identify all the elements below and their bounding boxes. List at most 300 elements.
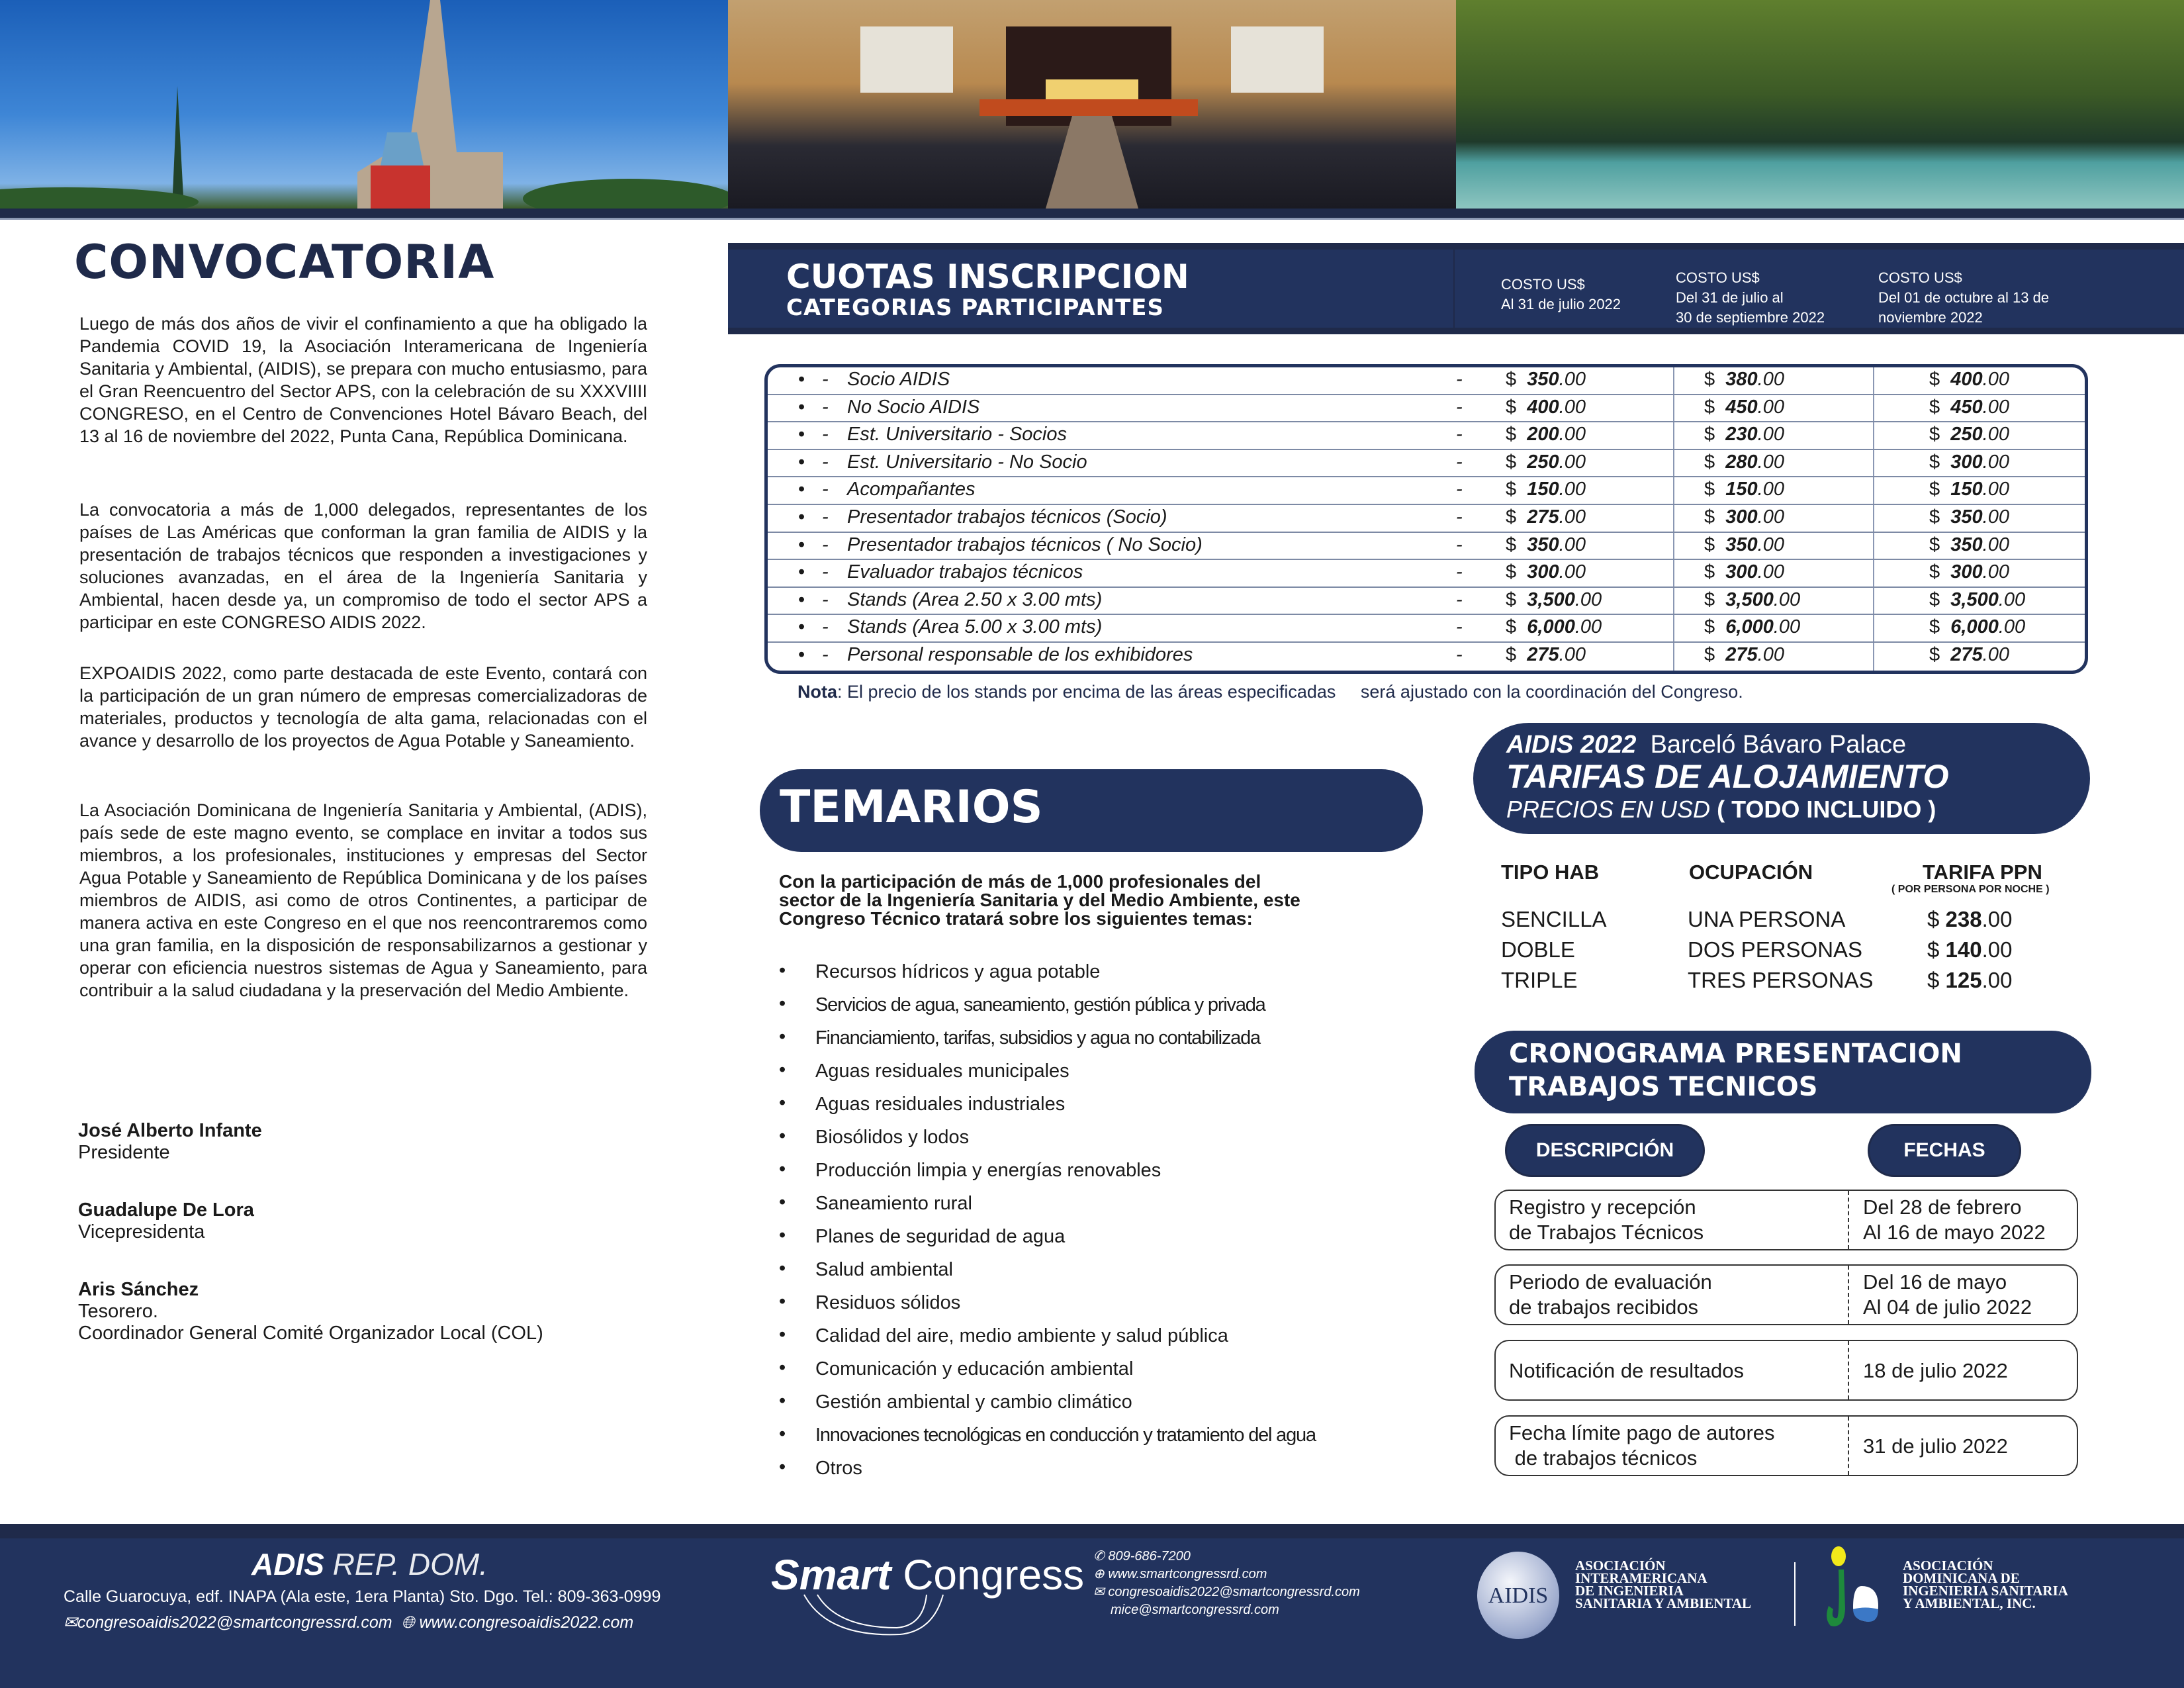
price-whole: 150 xyxy=(1527,479,1559,500)
price-cents: .00 xyxy=(1982,506,2009,528)
fee-category: Stands (Area 2.50 x 3.00 mts) xyxy=(847,588,1103,610)
dash: - xyxy=(822,369,829,390)
currency: $ xyxy=(1506,369,1517,390)
fee-row xyxy=(768,422,2085,450)
fee-price xyxy=(1506,589,1602,611)
currency: $ xyxy=(1704,396,1715,418)
price-cents: .00 xyxy=(1559,561,1586,583)
bullet: • xyxy=(779,1192,786,1213)
footer xyxy=(0,1524,2184,1688)
note-text: : El precio de los stands por encima de las áreas especificadas será ajustado con la coordinación del Congreso. xyxy=(837,682,1743,702)
bullet: • xyxy=(779,1456,786,1477)
rate-cents: .00 xyxy=(1981,968,2013,992)
currency: $ xyxy=(1704,561,1715,583)
price-whole: 6,000 xyxy=(1950,616,1999,638)
cronograma-desc xyxy=(1509,1421,1775,1471)
price-whole: 300 xyxy=(1950,561,1983,583)
price-whole: 3,500 xyxy=(1725,588,1774,610)
price-cents: .00 xyxy=(1998,588,2026,610)
price-cents: .00 xyxy=(1574,588,1602,610)
currency: $ xyxy=(1506,588,1517,610)
price-whole: 450 xyxy=(1725,396,1758,418)
temario-text: Innovaciones tecnológicas en conducción y tratamiento del agua xyxy=(815,1425,1316,1446)
price-whole: 275 xyxy=(1725,644,1758,665)
hotel-rate xyxy=(1927,907,2012,932)
currency: $ xyxy=(1927,937,1940,962)
price-whole: 380 xyxy=(1725,369,1758,390)
bullet: • xyxy=(779,960,786,981)
bullet: • xyxy=(779,1225,786,1246)
currency: $ xyxy=(1929,451,1940,473)
currency: $ xyxy=(1929,506,1940,528)
currency: $ xyxy=(1704,588,1715,610)
currency: $ xyxy=(1506,506,1517,528)
fee-row xyxy=(768,505,2085,533)
hotel-occupancy xyxy=(1688,937,1862,962)
room-type: SENCILLA xyxy=(1501,907,1607,931)
temario-text: Salud ambiental xyxy=(815,1259,953,1280)
price-cents: .00 xyxy=(1982,424,2009,445)
hotel-venue-line xyxy=(1506,731,1906,759)
currency: $ xyxy=(1929,479,1940,500)
dash: - xyxy=(1456,396,1463,418)
hotel-room-type xyxy=(1501,968,1578,993)
fee-price xyxy=(1704,451,1784,473)
dashed-divider xyxy=(1848,1191,1849,1249)
email-icon: ✉ xyxy=(1093,1585,1105,1599)
price-whole: 450 xyxy=(1950,396,1983,418)
hotel-ppn-note: ( POR PERSONA POR NOCHE ) xyxy=(1891,884,2050,895)
fee-category: Personal responsable de los exhibidores xyxy=(847,644,1193,665)
temario-text: Planes de seguridad de agua xyxy=(815,1226,1066,1247)
column-header-line: noviembre 2022 xyxy=(1878,309,1983,326)
top-divider-bar xyxy=(0,209,2184,220)
fee-category: Socio AIDIS xyxy=(847,369,950,390)
desc-line: Notificación de resultados xyxy=(1509,1359,1744,1382)
convocatoria-paragraph-4: La Asociación Dominicana de Ingeniería Sanitaria y Ambiental, (ADIS), país sede de este magno evento, se complace en invitar a todos sus miembros, a los profesionales, instituciones y empresas del Sector Agua Potable y Saneamiento de República Dominicana y de los países miembros de AIDIS, asi como de otros Continentes, a participar de manera activa en este Congreso en el que nos reencontraremos como una gran familia, en la disposición de responsabilizarnos a gestionar y operar con eficiencia nuestros sistemas de Agua y Saneamiento, para contribuir a la salud ciudadana y la preservación del Medio Ambiente. xyxy=(79,800,647,1000)
adis-logo-text xyxy=(251,1546,488,1582)
hotel-rate xyxy=(1927,937,2012,962)
signatory-role: Presidente xyxy=(78,1142,170,1163)
globe-icon: 🌐︎ xyxy=(401,1613,415,1632)
fee-price xyxy=(1929,397,2009,418)
intro-line: Con la participación de más de 1,000 profesionales del xyxy=(779,871,1261,892)
currency: $ xyxy=(1929,534,1940,555)
fee-price xyxy=(1704,424,1784,445)
cronograma-date xyxy=(1863,1270,2032,1320)
currency: $ xyxy=(1704,479,1715,500)
temario-text: Producción limpia y energías renovables xyxy=(815,1160,1161,1181)
price-whole: 300 xyxy=(1725,561,1758,583)
fee-price xyxy=(1704,479,1784,500)
cronograma-desc xyxy=(1509,1358,1744,1383)
desc-line: Registro y recepción xyxy=(1509,1196,1696,1219)
smart-bold: Smart xyxy=(771,1551,891,1599)
price-cents: .00 xyxy=(1773,588,1801,610)
cronograma-desc xyxy=(1509,1195,1704,1245)
fee-price xyxy=(1704,589,1800,611)
signatory-1 xyxy=(78,1120,262,1164)
cronograma-row xyxy=(1494,1415,2078,1476)
date-line: Al 04 de julio 2022 xyxy=(1863,1295,2032,1319)
price-whole: 275 xyxy=(1527,506,1559,528)
aidis-name-line: SANITARIA Y AMBIENTAL xyxy=(1575,1595,1752,1611)
price-cents: .00 xyxy=(1982,561,2009,583)
price-cents: .00 xyxy=(1757,424,1784,445)
prices-in: PRECIOS EN USD xyxy=(1506,796,1711,823)
signatory-role: Vicepresidenta xyxy=(78,1221,205,1243)
date-line: 18 de julio 2022 xyxy=(1863,1359,2008,1382)
fee-row xyxy=(768,643,2085,671)
cuotas-title: CUOTAS INSCRIPCION xyxy=(786,258,1189,296)
rate-cents: .00 xyxy=(1981,937,2013,962)
room-type: DOBLE xyxy=(1501,937,1575,962)
price-whole: 350 xyxy=(1725,534,1758,555)
hotel-occupancy xyxy=(1688,907,1845,932)
hotel-event: AIDIS 2022 xyxy=(1506,731,1637,759)
dash: - xyxy=(1456,534,1463,555)
column-header-line: COSTO US$ xyxy=(1501,276,1585,293)
hotel-col-occupancy: OCUPACIÓN xyxy=(1689,861,1813,884)
fee-category: Presentador trabajos técnicos ( No Socio) xyxy=(847,534,1203,555)
fee-price xyxy=(1506,506,1586,528)
adis-logo-icon xyxy=(1825,1546,1891,1632)
bullet: • xyxy=(779,1026,786,1047)
cronograma-title-1: CRONOGRAMA PRESENTACION xyxy=(1509,1039,1962,1069)
currency: $ xyxy=(1929,424,1940,445)
bullet: • xyxy=(798,424,805,445)
price-whole: 350 xyxy=(1950,506,1983,528)
price-cents: .00 xyxy=(1757,369,1784,390)
signatory-2 xyxy=(78,1199,254,1243)
bullet: • xyxy=(798,561,805,583)
price-cents: .00 xyxy=(1757,506,1784,528)
price-cents: .00 xyxy=(1982,396,2009,418)
currency: $ xyxy=(1704,369,1715,390)
room-type: TRIPLE xyxy=(1501,968,1578,992)
cronograma-row xyxy=(1494,1340,2078,1401)
fee-category: No Socio AIDIS xyxy=(847,396,980,418)
fee-row xyxy=(768,450,2085,478)
occupancy: UNA PERSONA xyxy=(1688,907,1846,931)
currency: $ xyxy=(1506,396,1517,418)
bullet: • xyxy=(779,1390,786,1411)
fee-table xyxy=(764,364,2088,674)
adis-website[interactable]: www.congresoaidis2022.com xyxy=(419,1613,634,1632)
column-header-line: COSTO US$ xyxy=(1676,269,1760,286)
temario-text: Comunicación y educación ambiental xyxy=(815,1358,1134,1380)
currency: $ xyxy=(1929,396,1940,418)
fee-price xyxy=(1929,479,2009,500)
desc-line: de Trabajos Técnicos xyxy=(1509,1221,1704,1244)
aidis-globe-logo xyxy=(1477,1552,1559,1639)
fee-price xyxy=(1929,534,2009,556)
all-inclusive: ( TODO INCLUIDO ) xyxy=(1717,796,1936,823)
bullet: • xyxy=(798,534,805,555)
currency: $ xyxy=(1927,907,1940,931)
price-cents: .00 xyxy=(1559,396,1586,418)
fee-price xyxy=(1704,616,1800,638)
fee-row xyxy=(768,533,2085,561)
column-header-1 xyxy=(1501,275,1621,314)
signatory-name: Guadalupe De Lora xyxy=(78,1199,254,1221)
photo-auditorium xyxy=(728,0,1456,209)
currency: $ xyxy=(1506,451,1517,473)
price-cents: .00 xyxy=(1559,479,1586,500)
bullet: • xyxy=(798,396,805,418)
dash: - xyxy=(822,561,829,583)
signatory-role-2: Coordinador General Comité Organizador Local (COL) xyxy=(78,1323,543,1344)
bullet: • xyxy=(798,644,805,665)
adis-name-line: Y AMBIENTAL, INC. xyxy=(1903,1595,2036,1611)
basilica-illustration xyxy=(0,0,728,209)
bullet: • xyxy=(779,1092,786,1113)
price-whole: 350 xyxy=(1527,369,1559,390)
currency: $ xyxy=(1704,424,1715,445)
currency: $ xyxy=(1704,506,1715,528)
price-cents: .00 xyxy=(1773,616,1801,638)
price-cents: .00 xyxy=(1757,644,1784,665)
currency: $ xyxy=(1704,451,1715,473)
price-whole: 230 xyxy=(1725,424,1758,445)
temario-text: Residuos sólidos xyxy=(815,1292,961,1313)
column-header-line: Del 01 de octubre al 13 de xyxy=(1878,289,2050,306)
currency: $ xyxy=(1704,644,1715,665)
fee-price xyxy=(1704,534,1784,556)
fee-price xyxy=(1704,397,1784,418)
aidis-name-line: DE INGENIERIA xyxy=(1575,1583,1684,1599)
dashed-divider xyxy=(1848,1341,1849,1399)
currency: $ xyxy=(1506,479,1517,500)
bullet: • xyxy=(798,588,805,610)
aidis-name xyxy=(1575,1560,1751,1610)
temario-text: Otros xyxy=(815,1458,862,1479)
fee-price xyxy=(1506,397,1586,418)
currency: $ xyxy=(1929,588,1940,610)
photo-basilica xyxy=(0,0,728,209)
dash: - xyxy=(1456,479,1463,500)
cronograma-row xyxy=(1494,1264,2078,1325)
price-whole: 275 xyxy=(1950,644,1983,665)
price-cents: .00 xyxy=(1982,369,2009,390)
aidis-name-line: INTERAMERICANA xyxy=(1575,1570,1707,1586)
price-cents: .00 xyxy=(1998,616,2026,638)
sc-email-1[interactable]: congresoaidis2022@smartcongressrd.com xyxy=(1108,1585,1360,1599)
fee-price xyxy=(1506,534,1586,556)
price-whole: 6,000 xyxy=(1527,616,1575,638)
currency: $ xyxy=(1929,561,1940,583)
adis-name-line: DOMINICANA DE xyxy=(1903,1570,2020,1586)
fee-category: Evaluador trabajos técnicos xyxy=(847,561,1083,583)
temario-text: Biosólidos y lodos xyxy=(815,1127,970,1148)
fee-price xyxy=(1704,561,1784,583)
price-cents: .00 xyxy=(1982,534,2009,555)
convocatoria-title: CONVOCATORIA xyxy=(74,235,495,289)
dash: - xyxy=(822,588,829,610)
temario-text: Financiamiento, tarifas, subsidios y agua no contabilizada xyxy=(815,1027,1260,1049)
cronograma-date xyxy=(1863,1195,2046,1245)
temario-text: Saneamiento rural xyxy=(815,1193,972,1214)
bullet: • xyxy=(798,479,805,500)
cronograma-title-2: TRABAJOS TECNICOS xyxy=(1509,1072,1818,1102)
adis-light: REP. DOM. xyxy=(332,1547,488,1581)
hotel-header xyxy=(1473,723,2090,834)
aidis-logo-text: AIDIS xyxy=(1488,1583,1549,1608)
price-whole: 350 xyxy=(1527,534,1559,555)
bullet: • xyxy=(779,1158,786,1180)
cronograma-desc xyxy=(1509,1270,1712,1320)
rate-cents: .00 xyxy=(1981,907,2013,931)
dash: - xyxy=(1456,506,1463,528)
price-whole: 275 xyxy=(1527,644,1559,665)
price-whole: 400 xyxy=(1950,369,1983,390)
cronograma-date xyxy=(1863,1434,2008,1459)
price-cents: .00 xyxy=(1559,644,1586,665)
temario-text: Recursos hídricos y agua potable xyxy=(815,961,1101,982)
desc-line: de trabajos técnicos xyxy=(1509,1446,1698,1470)
column-header-3 xyxy=(1878,268,2049,328)
price-cents: .00 xyxy=(1757,561,1784,583)
column-header-line: COSTO US$ xyxy=(1878,269,1962,286)
convocatoria-paragraph-2: La convocatoria a más de 1,000 delegados, representantes de los países de Las Américas que conforman la gran familia de AIDIS y la presentación de trabajos técnicos que responden a investigaciones y soluciones avanzadas, en el área de la Ingeniería Sanitaria y Ambiental, hacen desde ya, un compromiso de todo el sector APS a participar en este CONGRESO AIDIS 2022. xyxy=(79,500,647,632)
currency: $ xyxy=(1704,616,1715,638)
cronograma-header xyxy=(1475,1031,2091,1113)
dashed-divider xyxy=(1848,1417,1849,1475)
smart-congress-swoosh xyxy=(801,1591,960,1644)
dash: - xyxy=(1456,451,1463,473)
price-whole: 200 xyxy=(1527,424,1559,445)
currency: $ xyxy=(1929,616,1940,638)
price-whole: 300 xyxy=(1725,506,1758,528)
fee-price xyxy=(1929,561,2009,583)
dash: - xyxy=(1456,561,1463,583)
fee-price xyxy=(1704,644,1784,666)
fee-price xyxy=(1929,616,2025,638)
rate-whole: 125 xyxy=(1945,968,1982,992)
bullet: • xyxy=(779,1258,786,1279)
currency: $ xyxy=(1929,369,1940,390)
price-cents: .00 xyxy=(1757,534,1784,555)
bullet: • xyxy=(779,1125,786,1147)
dash: - xyxy=(822,616,829,638)
temario-text: Aguas residuales industriales xyxy=(815,1094,1066,1115)
adis-address: Calle Guarocuya, edf. INAPA (Ala este, 1era Planta) Sto. Dgo. Tel.: 809-363-0999 xyxy=(64,1587,661,1606)
column-header-2 xyxy=(1676,268,1825,328)
fee-price xyxy=(1506,644,1586,666)
dash: - xyxy=(822,479,829,500)
dash: - xyxy=(1456,588,1463,610)
fee-category: Est. Universitario - Socios xyxy=(847,424,1067,445)
column-header-line: Del 31 de julio al xyxy=(1676,289,1784,306)
desc-line: de trabajos recibidos xyxy=(1509,1295,1699,1319)
adis-name-line: ASOCIACIÓN xyxy=(1903,1558,1993,1573)
fee-price xyxy=(1704,369,1784,391)
bullet: • xyxy=(798,616,805,638)
smart-congress-contacts xyxy=(1093,1548,1360,1619)
desc-line: Periodo de evaluación xyxy=(1509,1270,1712,1293)
currency: $ xyxy=(1506,644,1517,665)
date-line: Del 28 de febrero xyxy=(1863,1196,2022,1219)
column-header-line: 30 de septiembre 2022 xyxy=(1676,309,1825,326)
adis-name xyxy=(1903,1560,2068,1610)
sc-phone[interactable]: 809-686-7200 xyxy=(1108,1549,1191,1564)
adis-email[interactable]: congresoaidis2022@smartcongressrd.com xyxy=(77,1613,392,1632)
date-line: Del 16 de mayo xyxy=(1863,1270,2007,1293)
price-whole: 350 xyxy=(1950,534,1983,555)
currency: $ xyxy=(1927,968,1940,992)
price-cents: .00 xyxy=(1559,506,1586,528)
price-cents: .00 xyxy=(1559,534,1586,555)
bullet: • xyxy=(798,451,805,473)
fee-price xyxy=(1929,424,2009,445)
price-whole: 300 xyxy=(1950,451,1983,473)
price-whole: 400 xyxy=(1527,396,1559,418)
convocatoria-paragraph-1: Luego de más dos años de vivir el confinamiento a que ha obligado la Pandemia COVID 19, la Asociación Interamericana de Ingeniería Sanitaria y Ambiental, (AIDIS), se prepara con mucho entusiasmo, para el Gran Reencuentro del Sector APS, con la celebración de su XXXVIIII CONGRESO, en el Centro de Convenciones Hotel Bávaro Beach, del 13 al 16 de noviembre del 2022, Punta Cana, República Dominicana. xyxy=(79,314,647,446)
currency: $ xyxy=(1506,561,1517,583)
photo-mangroves xyxy=(1456,0,2184,209)
intro-line: sector de la Ingeniería Sanitaria y del Medio Ambiente, este xyxy=(779,890,1300,910)
fee-category: Acompañantes xyxy=(847,479,976,500)
header-divider xyxy=(1453,250,1455,328)
price-cents: .00 xyxy=(1757,479,1784,500)
price-whole: 280 xyxy=(1725,451,1758,473)
smart-light: Congress xyxy=(903,1551,1085,1599)
logo-divider xyxy=(1794,1562,1796,1626)
dashed-divider xyxy=(1848,1266,1849,1324)
intro-line: Congreso Técnico tratará sobre los siguientes temas: xyxy=(779,908,1253,929)
price-cents: .00 xyxy=(1574,616,1602,638)
fee-row xyxy=(768,615,2085,643)
dash: - xyxy=(1456,369,1463,390)
fee-note xyxy=(797,682,1743,702)
note-label: Nota xyxy=(797,682,837,702)
cronograma-row xyxy=(1494,1190,2078,1250)
fee-price xyxy=(1929,451,2009,473)
hotel-room-type xyxy=(1501,937,1575,962)
bullet: • xyxy=(779,993,786,1014)
occupancy: TRES PERSONAS xyxy=(1688,968,1874,992)
price-whole: 150 xyxy=(1725,479,1758,500)
fee-row xyxy=(768,588,2085,616)
currency: $ xyxy=(1506,534,1517,555)
dash: - xyxy=(822,396,829,418)
price-cents: .00 xyxy=(1559,424,1586,445)
globe-icon: ⊕ xyxy=(1093,1567,1105,1581)
adis-bold: ADIS xyxy=(251,1547,324,1581)
dash: - xyxy=(822,506,829,528)
occupancy: DOS PERSONAS xyxy=(1688,937,1863,962)
fee-price xyxy=(1506,616,1602,638)
dash: - xyxy=(822,424,829,445)
price-whole: 250 xyxy=(1950,424,1983,445)
cronograma-date xyxy=(1863,1358,2008,1383)
desc-line: Fecha límite pago de autores xyxy=(1509,1421,1775,1444)
cuotas-header xyxy=(728,243,2184,334)
signatory-role: Tesorero. xyxy=(78,1301,158,1322)
fee-price xyxy=(1929,589,2025,611)
fee-price xyxy=(1506,451,1586,473)
sc-website[interactable]: www.smartcongressrd.com xyxy=(1108,1567,1267,1581)
currency: $ xyxy=(1506,424,1517,445)
fee-price xyxy=(1929,644,2009,666)
temarios-header xyxy=(760,769,1423,852)
hotel-col-rate: TARIFA PPN xyxy=(1923,861,2042,884)
adis-name-line: INGENIERIA SANITARIA xyxy=(1903,1583,2068,1599)
fee-price xyxy=(1506,424,1586,445)
fee-category: Presentador trabajos técnicos (Socio) xyxy=(847,506,1167,528)
hotel-col-type: TIPO HAB xyxy=(1501,861,1600,884)
sc-email-2[interactable]: mice@smartcongressrd.com xyxy=(1111,1603,1279,1617)
